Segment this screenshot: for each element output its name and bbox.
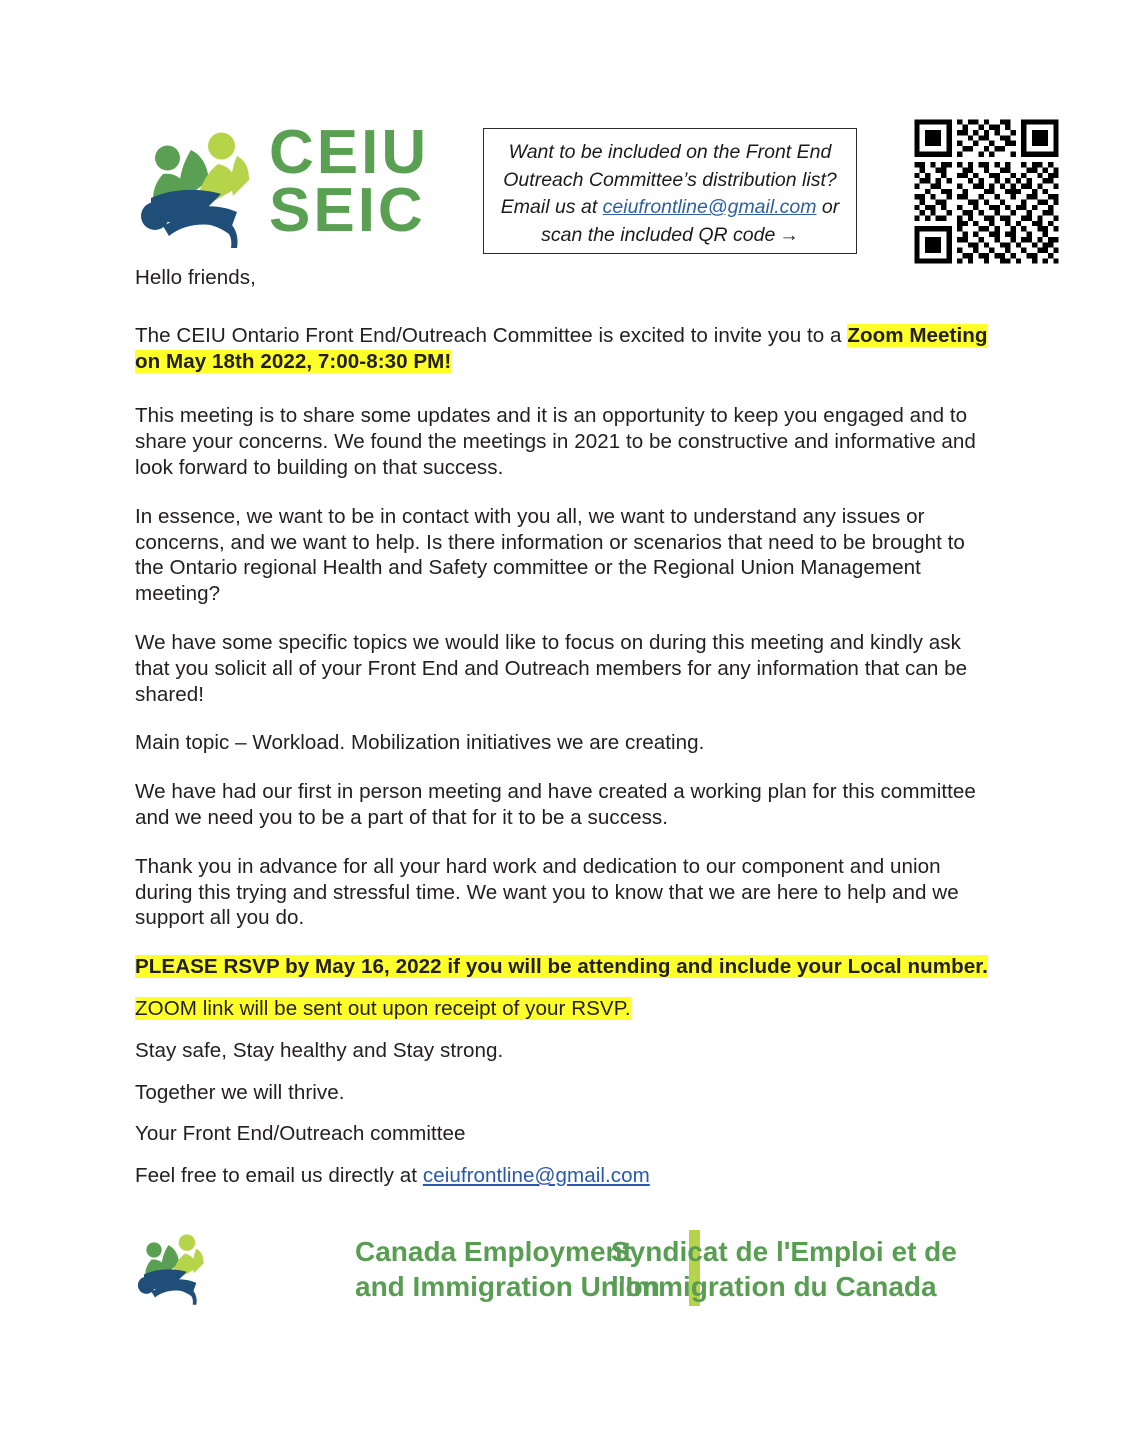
- letter-body: [135, 265, 997, 1205]
- closing-line-2: Together we will thrive.: [135, 1080, 345, 1104]
- rsvp-notice: [135, 954, 997, 980]
- page-header: [0, 0, 1125, 270]
- callout-line-3: [496, 194, 844, 222]
- ceiu-seic-logo-mark-icon: [133, 1228, 211, 1306]
- distribution-list-callout: [483, 128, 857, 254]
- callout-email-link[interactable]: ceiufrontline@gmail.com: [602, 196, 817, 218]
- paragraph-6: Thank you in advance for all your hard work and dedication to our component and union during this trying and stressful time. We want you to know that we are here to help and we support all you do.: [135, 854, 959, 930]
- qr-code-icon: [909, 114, 1064, 269]
- callout-line-1: Want to be included on the Front End: [508, 141, 832, 163]
- footer-en-line-1: Canada Employment: [355, 1236, 632, 1267]
- paragraph-5: We have had our first in person meeting and have created a working plan for this committee and we need you to be a part of that for it to be a success.: [135, 780, 976, 829]
- wordmark-line-seic: SEIC: [269, 175, 426, 245]
- arrow-right-icon: →: [779, 223, 799, 246]
- callout-email-suffix: or: [816, 196, 840, 218]
- greeting-line: Hello friends,: [135, 266, 256, 289]
- closing-line-1: Stay safe, Stay healthy and Stay strong.: [135, 1038, 504, 1062]
- ceiu-seic-logo: [133, 118, 433, 252]
- callout-email-prefix: Email us at: [500, 196, 603, 218]
- contact-email-link[interactable]: ceiufrontline@gmail.com: [422, 1164, 650, 1188]
- rsvp-highlight: PLEASE RSVP by May 16, 2022 if you will be attending and include your Local number.: [135, 955, 988, 979]
- page-footer: [133, 1226, 957, 1326]
- invite-lead: The CEIU Ontario Front End/Outreach Committee is excited to invite you to a: [135, 323, 848, 347]
- callout-line-4: [496, 222, 844, 250]
- footer-french-name: [611, 1234, 961, 1304]
- footer-en-line-2: and Immigration Union: [355, 1271, 660, 1302]
- zoom-link-notice: [135, 996, 997, 1022]
- paragraph-2: In essence, we want to be in contact with you all, we want to understand any issues or concerns, and we want to help. Is there information or scenarios that need to be brought to the Ontario regional Health and Safety committee or the Regional Union Management meeting?: [135, 504, 965, 606]
- contact-prefix: Feel free to email us directly at: [135, 1164, 423, 1188]
- wordmark-line-ceiu: CEIU: [269, 118, 430, 187]
- contact-line: [135, 1163, 997, 1189]
- invite-paragraph: [135, 323, 997, 375]
- zoom-note-highlight: ZOOM link will be sent out upon receipt of your RSVP.: [135, 996, 631, 1020]
- footer-fr-line-2: l'Immigration du Canada: [611, 1271, 937, 1302]
- callout-scan-text: scan the included QR code: [541, 223, 776, 246]
- paragraph-1: This meeting is to share some updates and it is an opportunity to keep you engaged and to share your concerns. We found the meetings in 2021 to be constructive and informative and look forward to building on that success.: [135, 404, 976, 479]
- closing-signature: Your Front End/Outreach committee: [135, 1122, 466, 1146]
- paragraph-3: We have some specific topics we would like to focus on during this meeting and kindly ask that you solicit all of your Front End and Outreach members for any information that can be shared!: [135, 630, 968, 706]
- paragraph-4-main-topic: Main topic – Workload. Mobilization initiatives we are creating.: [135, 731, 705, 755]
- invite-highlight: Zoom Meeting on May 18th 2022, 7:00-8:30 PM!: [135, 323, 988, 373]
- ceiu-seic-wordmark: [269, 118, 439, 245]
- ceiu-seic-logo-mark-icon: [133, 122, 261, 250]
- footer-fr-line-1: Syndicat de l'Emploi et de: [611, 1236, 957, 1267]
- callout-line-2: Outreach Committee’s distribution list?: [503, 168, 837, 191]
